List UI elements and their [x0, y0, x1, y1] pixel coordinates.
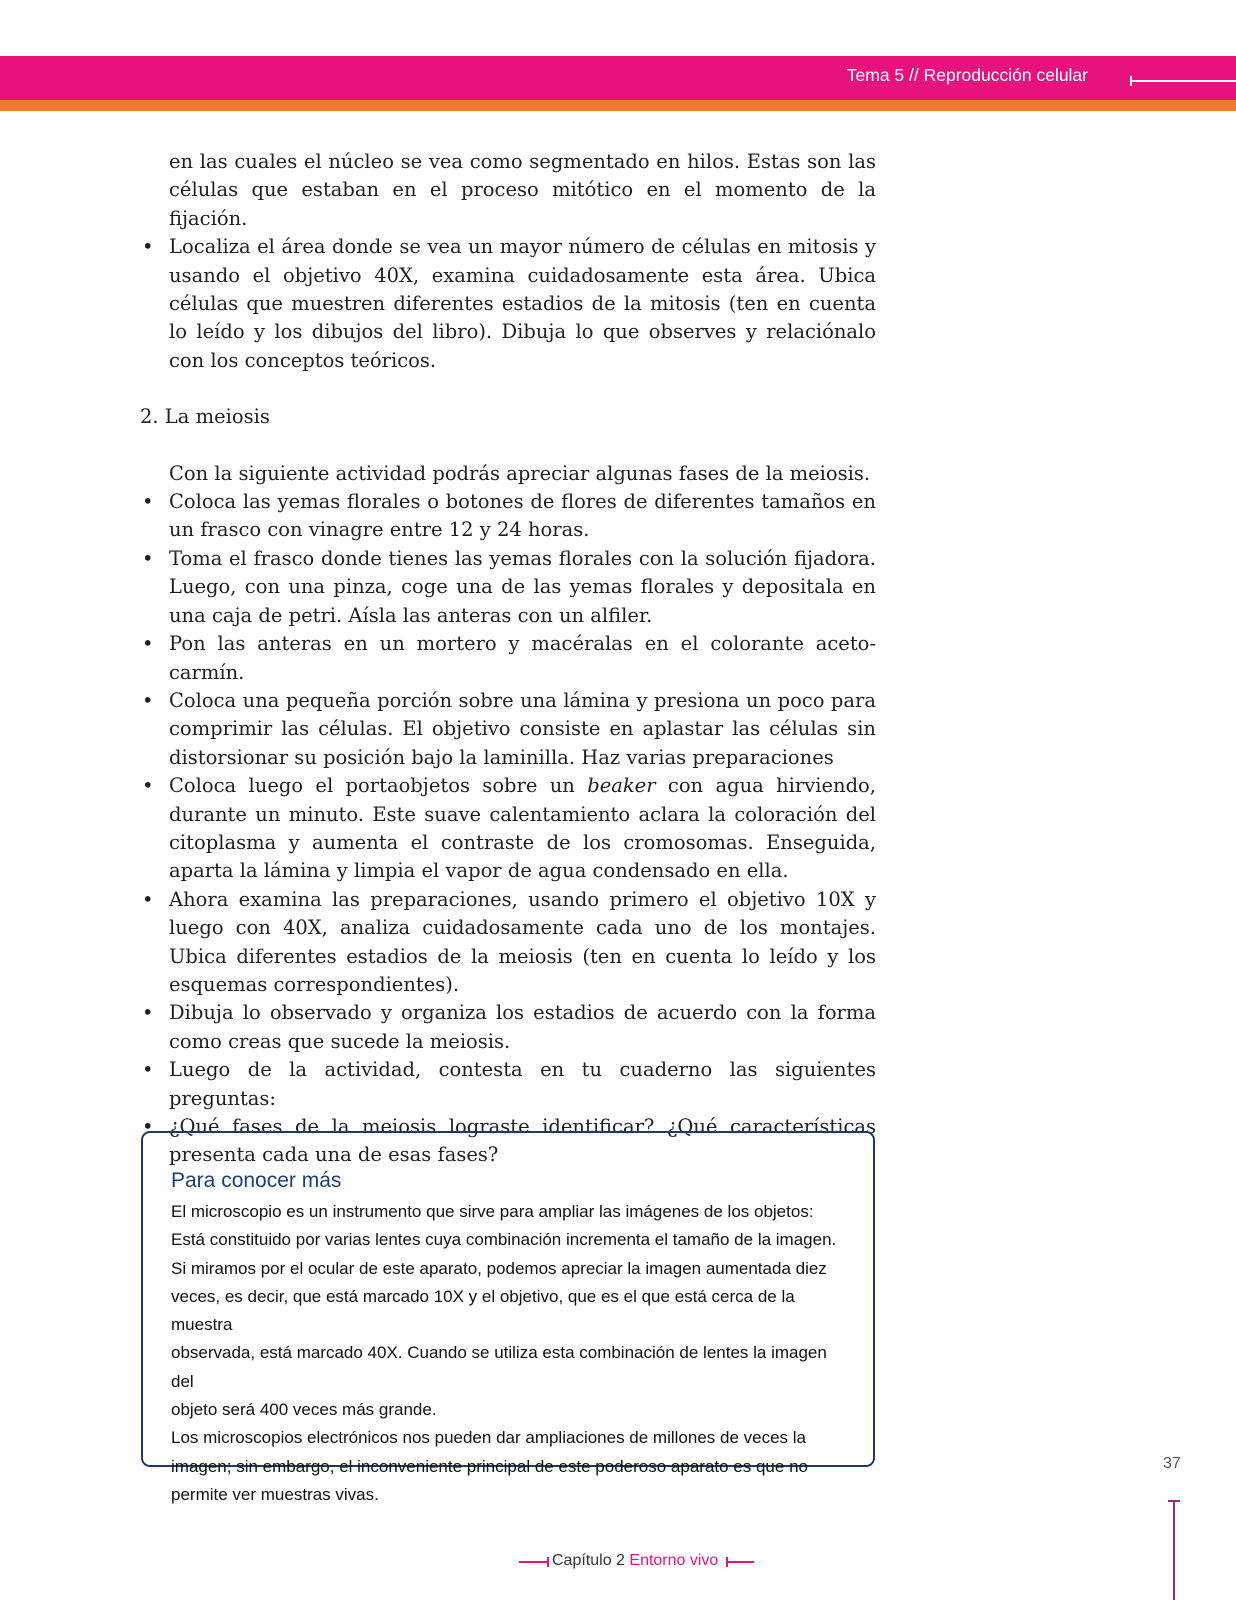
beaker-text-after: con agua hirviendo, durante un minuto. Este suave calentamiento aclara la coloración del citoplasma y aumenta el contraste de los cromosomas. Enseguida, aparta la lámina y limpia el vapor de agua condensado en ella. — [169, 774, 876, 883]
info-box-title: Para conocer más — [171, 1169, 342, 1192]
list-item: • Coloca las yemas florales o botones de flores de diferentes tamaños en un frasco con vinagre entre 12 y 24 horas. — [140, 488, 876, 545]
section-heading-meiosis: 2. La meiosis — [140, 405, 270, 429]
info-box-line: objeto será 400 veces más grande. — [171, 1400, 437, 1420]
list-item: • Toma el frasco donde tienes las yemas florales con la solución fijadora. Luego, con una pinza, coge una de las yemas florales y depositala en una caja de petri. Aísla las anteras con un alfiler. — [140, 545, 876, 630]
section-intro: Con la siguiente actividad podrás apreciar algunas fases de la meiosis. — [169, 461, 871, 485]
info-box-line: observada, está marcado 40X. Cuando se utiliza esta combinación de lentes la imagen del — [171, 1343, 827, 1391]
header-rule — [1130, 80, 1236, 82]
footer-chapter: Capítulo 2 — [552, 1552, 625, 1569]
info-box-line: veces, es decir, que está marcado 10X y el objetivo, que es el que está cerca de la muestra — [171, 1286, 795, 1335]
list-item-beaker — [140, 772, 876, 886]
list-item: • Pon las anteras en un mortero y macéralas en el colorante aceto-carmín. — [140, 630, 876, 687]
beaker-term: beaker — [587, 774, 656, 798]
info-box-line: El microscopio es un instrumento que sirve para ampliar las imágenes de los objetos: — [171, 1202, 814, 1221]
info-box-line: permite ver muestras vivas. — [171, 1484, 379, 1504]
info-box-line: Si miramos por el ocular de este aparato, podemos apreciar la imagen aumentada diez — [171, 1258, 827, 1278]
meiosis-steps-list — [140, 488, 876, 1170]
footer — [0, 1549, 1236, 1573]
list-item: • Localiza el área donde se vea un mayor número de células en mitosis y usando el objetivo 40X, examina cuidadosamente esta área. Ubica células que muestren diferentes estadios de la mitosis (ten en cuenta lo leído y los dibujos del libro). Dibuja lo que observes y relaciónalo con los conceptos teóricos. — [140, 233, 876, 375]
mitosis-bullet-list — [140, 233, 876, 375]
info-box — [141, 1131, 875, 1504]
list-item: • Ahora examina las preparaciones, usando primero el objetivo 10X y luego con 40X, analiza cuidadosamente cada uno de los montajes. Ubica diferentes estadios de la meiosis (ten en cuenta lo leído y los esquemas correspondientes). — [140, 886, 876, 1000]
header-accent-stripe — [0, 100, 1236, 111]
main-text — [140, 148, 876, 1170]
info-box-line: imagen; sin embargo, el inconveniente principal de este poderoso aparato es que no — [171, 1456, 808, 1476]
info-box-line: Los microscopios electrónicos nos pueden dar ampliaciones de millones de veces la — [171, 1428, 807, 1448]
list-item: • Dibuja lo observado y organiza los estadios de acuerdo con la forma como creas que sucede la meiosis. — [140, 999, 876, 1056]
footer-tick-left — [547, 1557, 549, 1567]
page-number: 37 — [1163, 1455, 1181, 1472]
list-item: • Coloca una pequeña porción sobre una lámina y presiona un poco para comprimir las células. El objetivo consiste en aplastar las células sin distorsionar su posición bajo la laminilla. Haz varias preparaciones — [140, 687, 876, 772]
footer-subtitle: Entorno vivo — [629, 1552, 719, 1569]
info-box-line: Está constituido por varias lentes cuya combinación incrementa el tamaño de la imagen. — [171, 1230, 837, 1250]
footer-rule-right — [726, 1561, 754, 1563]
footer-rule-left — [519, 1561, 549, 1563]
info-box-body — [171, 1198, 847, 1509]
continuation-paragraph: en las cuales el núcleo se vea como segmentado en hilos. Estas son las células que estaban en el proceso mitótico en el momento de la fijación. — [169, 150, 876, 230]
footer-label — [552, 1549, 718, 1573]
beaker-text-before: Coloca luego el portaobjetos sobre un — [169, 774, 588, 798]
list-item: • Luego de la actividad, contesta en tu cuaderno las siguientes preguntas: — [140, 1056, 876, 1113]
list-item: • ¿Qué fases de la meiosis lograste identificar? ¿Qué características presenta cada una de esas fases? — [140, 1113, 876, 1170]
header-title: Tema 5 // Reproducción celular — [846, 65, 1088, 85]
